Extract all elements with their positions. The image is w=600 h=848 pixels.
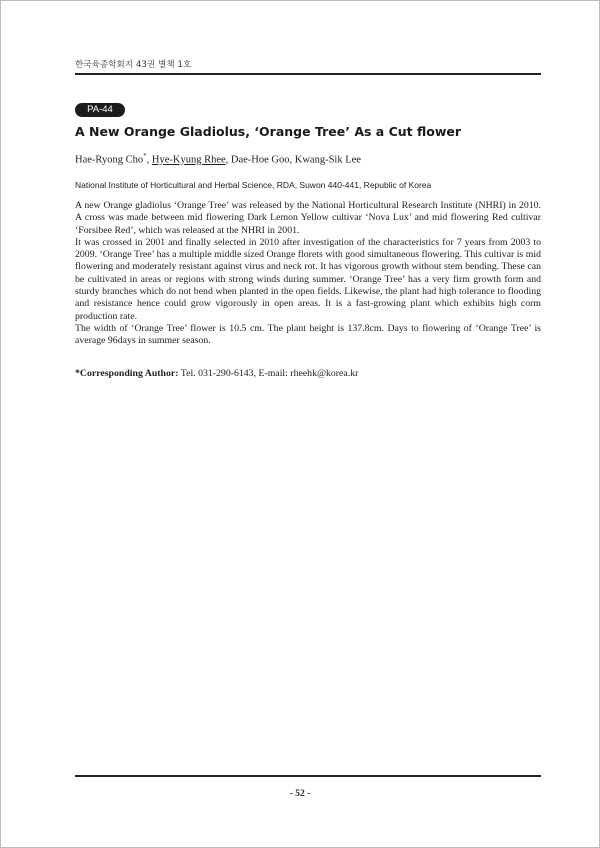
author-list <box>75 152 361 166</box>
author-separator: , <box>146 154 152 166</box>
corresponding-mark: * <box>143 152 147 160</box>
header-rule <box>75 73 541 75</box>
abstract-body <box>75 200 541 348</box>
corresponding-label: *Corresponding Author: <box>75 368 179 379</box>
corresponding-contact: Tel. 031-290-6143, E-mail: rheehk@korea.kr <box>178 368 359 379</box>
abstract-paragraph: A new Orange gladiolus ‘Orange Tree’ was released by the National Horticultural Research Institute (NHRI) in 2010. A cross was made between mid flowering Dark Lemon Yellow cultivar ‘Nova Lux’ and mid flowering Red cultivar ‘Forsibee Red’, which was released at the NHRI in 2001. <box>75 200 541 236</box>
page-number: - 52 - <box>289 789 311 799</box>
footer-rule <box>75 775 541 777</box>
corresponding-author <box>75 368 358 379</box>
author-rest: , Dae-Hoe Goo, Kwang-Sik Lee <box>225 154 361 166</box>
author-first: Hae-Ryong Cho <box>75 154 144 166</box>
journal-header: 한국육종학회지 43권 별책 1호 <box>75 60 192 70</box>
affiliation: National Institute of Horticultural and Herbal Science, RDA, Suwon 440-441, Republic of Korea <box>75 180 432 190</box>
abstract-title: A New Orange Gladiolus, ‘Orange Tree’ As a Cut flower <box>75 124 462 139</box>
author-presenter: Hye-Kyung Rhee <box>151 154 226 166</box>
abstract-paragraph: The width of ‘Orange Tree’ flower is 10.5 cm. The plant height is 137.8cm. Days to flowering of ‘Orange Tree’ is average 96days in summer season. <box>75 322 541 347</box>
abstract-code-badge: PA-44 <box>75 103 125 117</box>
abstract-paragraph: It was crossed in 2001 and finally selected in 2010 after investigation of the characteristics for 7 years from 2003 to 2009. ‘Orange Tree’ has a multiple middle sized Orange florets with good simultaneous flowering. This cultivar is mid flowering and moderately resistant against virus and neck rot. It has vigorous growth without stem bending. These can be cultivated in areas or regions with strong winds during summer. ‘Orange Tree’ has a very firm growth form and sturdy branches which do not bend when planted in the open fields. Likewise, the plant had high tolerance to flooding and resistance hence could grow vigorously in open areas. It is a fast-growing plant which exhibits high corm production rate. <box>75 236 541 322</box>
